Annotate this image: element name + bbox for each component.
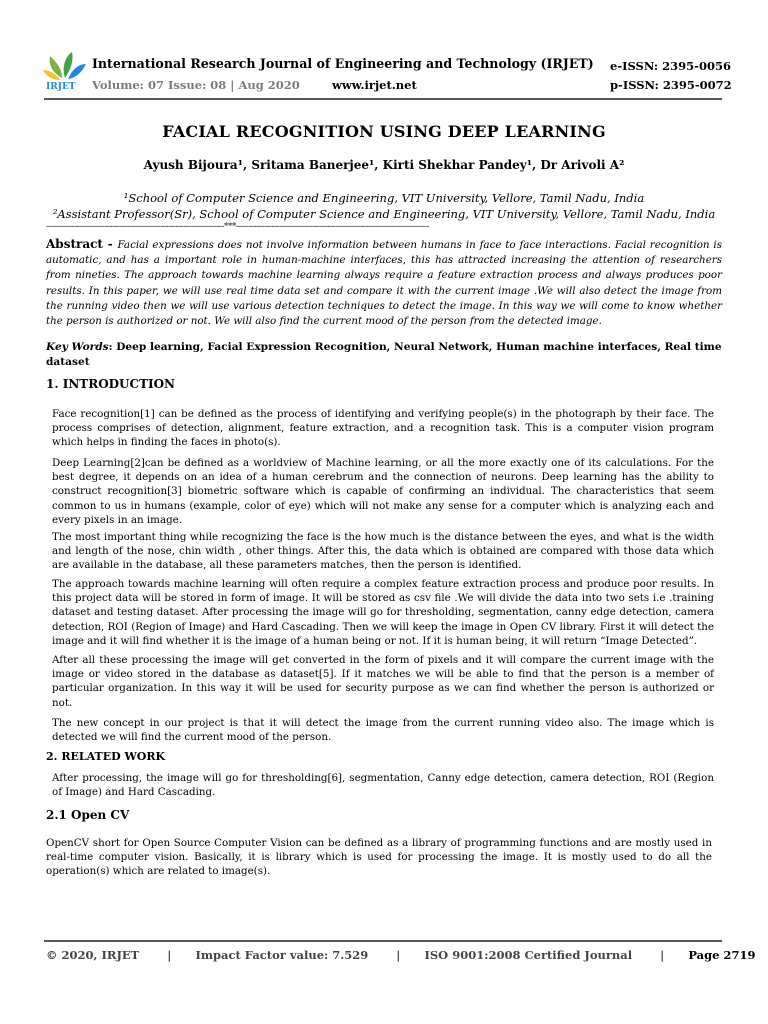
section-heading-introduction: 1. INTRODUCTION <box>46 377 176 391</box>
p-issn: p-ISSN: 2395-0072 <box>610 78 732 92</box>
intro-paragraph-6: The new concept in our project is that it will detect the image from the current running video also. The image which is detected we will find the current mood of the person. <box>52 717 714 744</box>
footer-divider <box>44 940 722 942</box>
footer-iso: ISO 9001:2008 Certified Journal <box>424 948 633 962</box>
intro-paragraph-1: Face recognition[1] can be defined as the process of identifying and verifying people(s) in the photograph by their face. The process comprises of detection, alignment, feature extraction, and a recognition task. This is a computer vision program which helps in finding the faces in photo(s). <box>52 408 714 449</box>
section-heading-related-work: 2. RELATED WORK <box>46 750 166 763</box>
page-footer <box>46 948 768 962</box>
intro-paragraph-2: Deep Learning[2]can be defined as a worldview of Machine learning, or all the more exactly one of its calculations. For the best degree, it depends on an idea of a human cerebrum and the connection of neurons. Deep learning has the ability to construct recognition[3] biometric software which is capable of confirming an individual. The characteristics that seem common to us in humans (example, color of eye) which will not make any sense for a computer which is analyzing each and every pixels in an image. <box>52 457 714 526</box>
abstract-label: Abstract - <box>46 237 118 251</box>
journal-website: www.irjet.net <box>332 78 417 92</box>
affiliation-2: ²Assistant Professor(Sr), School of Computer Science and Engineering, VIT University, Vellore, Tamil Nadu, India <box>52 207 716 221</box>
footer-separator: | <box>396 948 401 962</box>
abstract <box>46 237 722 329</box>
opencv-paragraph: OpenCV short for Open Source Computer Vision can be defined as a library of programming functions and are mostly used in real-time computer vision. Basically, it is library which is used for processing the image. It is mostly used to do all the operation(s) which are related to image(s). <box>46 837 712 878</box>
footer-separator: | <box>660 948 665 962</box>
keywords-label: Key Words <box>46 341 109 353</box>
abstract-text: Facial expressions does not involve information between humans in face to face interactions. Facial recognition is automatic, and has a important role in human-machine interfaces, this has attracted increasing the attention of researchers from nineties. The approach towards machine learning always require a feature extraction process and always produces poor results. In this paper, we will use real time data set and compare it with the current image .We will also detect the image from the running video then we will use various detection techniques to detect the image. In this way we will come to know whether the person is authorized or not. We will also find the current mood of the person from the detected image. <box>46 239 722 328</box>
footer-impact-factor: Impact Factor value: 7.529 <box>195 948 369 962</box>
logo-text: IRJET <box>46 82 76 92</box>
section-heading-opencv: 2.1 Open CV <box>46 808 130 822</box>
footer-copyright: © 2020, IRJET <box>46 948 140 962</box>
intro-paragraph-5: After all these processing the image will get converted in the form of pixels and it will compare the current image with the image or video stored in the database as dataset[5]. If it matches we will be able to find that the person is a member of particular organization. In this way it will be used for security purpose as we can find whether the person is authorized or not. <box>52 654 714 709</box>
keywords-text: : Deep learning, Facial Expression Recognition, Neural Network, Human machine interfaces, Real time dataset <box>46 341 722 368</box>
journal-name: International Research Journal of Engineering and Technology (IRJET) <box>92 56 594 71</box>
volume-issue: Volume: 07 Issue: 08 | Aug 2020 <box>92 78 300 92</box>
keywords <box>46 340 722 369</box>
affiliation-1: ¹School of Computer Science and Engineering, VIT University, Vellore, Tamil Nadu, India <box>123 191 645 205</box>
header-divider <box>44 98 722 100</box>
related-work-paragraph: After processing, the image will go for thresholding[6], segmentation, Canny edge detection, camera detection, ROI (Region of Image) and Hard Cascading. <box>52 772 714 799</box>
footer-page-number: Page 2719 <box>688 948 756 962</box>
irjet-logo <box>40 48 90 98</box>
intro-paragraph-4: The approach towards machine learning will often require a complex feature extraction process and produce poor results. In this project data will be stored in form of image. It will be stored as csv file .We will divide the data into two sets i.e .training dataset and testing dataset. After processing the image will go for thresholding, segmentation, canny edge detection, camera detection, ROI (Region of Image) and Hard Cascading. Then we will keep the image in Open CV library. First it will detect the image and it will find whether it is the image of a human being or not. If it is human being, it will return “Image Detected”. <box>52 578 714 647</box>
paper-title: FACIAL RECOGNITION USING DEEP LEARNING <box>162 122 606 141</box>
intro-paragraph-3: The most important thing while recognizing the face is the how much is the distance between the eyes, and what is the width and length of the nose, chin width , other things. After this, the data which is obtained are compared with those data which are available in the database, all these parameters matches, then the person is identified. <box>52 531 714 572</box>
section-separator: ----------------------------------------------------------------------***---------------------------------------------------------------------------- <box>46 222 429 232</box>
authors: Ayush Bijoura¹, Sritama Banerjee¹, Kirti Shekhar Pandey¹, Dr Arivoli A² <box>143 158 625 172</box>
e-issn: e-ISSN: 2395-0056 <box>610 59 731 73</box>
footer-separator: | <box>167 948 172 962</box>
